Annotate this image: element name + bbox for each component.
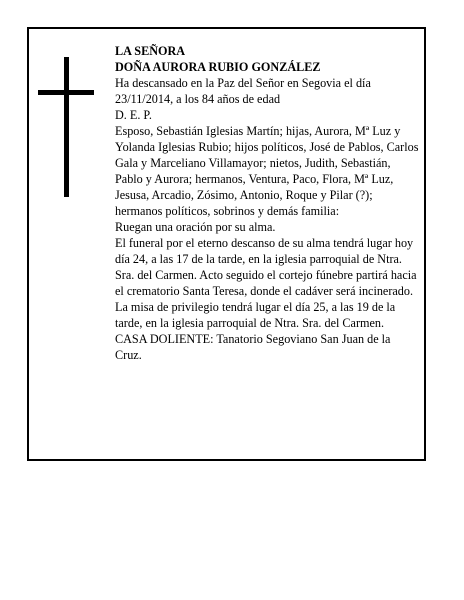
deceased-name: DOÑA AURORA RUBIO GONZÁLEZ [115, 60, 321, 74]
cross-icon [38, 57, 94, 197]
rip-abbreviation: D. E. P. [115, 108, 152, 122]
cross-horizontal-bar [38, 90, 94, 95]
mourning-house: CASA DOLIENTE: Tanatorio Segoviano San Juan de la Cruz. [115, 332, 391, 362]
cross-vertical-bar [64, 57, 69, 197]
notice-honorific: LA SEÑORA [115, 44, 186, 58]
prayer-request: Ruegan una oración por su alma. [115, 220, 276, 234]
funeral-details: El funeral por el eterno descanso de su alma tendrá lugar hoy día 24, a las 17 de la tarde, en la iglesia parroquial de Ntra. Sra. del Carmen. Acto seguido el cortejo fúnebre partirá hacia el crematorio Santa Teresa, donde el cadáver será incinerado. La misa de privilegio tendrá lugar el día 25, a las 19 de la tarde, en la iglesia parroquial de Ntra. Sra. del Carmen. [115, 236, 417, 330]
obituary-notice [27, 27, 426, 461]
death-statement: Ha descansado en la Paz del Señor en Segovia el día 23/11/2014, a los 84 años de edad [115, 76, 371, 106]
notice-text [115, 43, 419, 363]
family-list: Esposo, Sebastián Iglesias Martín; hijas, Aurora, Mª Luz y Yolanda Iglesias Rubio; hijos políticos, José de Pablos, Carlos Gala y Marceliano Villamayor; nietos, Judith, Sebastián, Pablo y Aurora; hermanos, Ventura, Paco, Flora, Mª Luz, Jesusa, Arcadio, Zósimo, Antonio, Roque y Pilar (?); hermanos políticos, sobrinos y demás familia: [115, 124, 419, 218]
